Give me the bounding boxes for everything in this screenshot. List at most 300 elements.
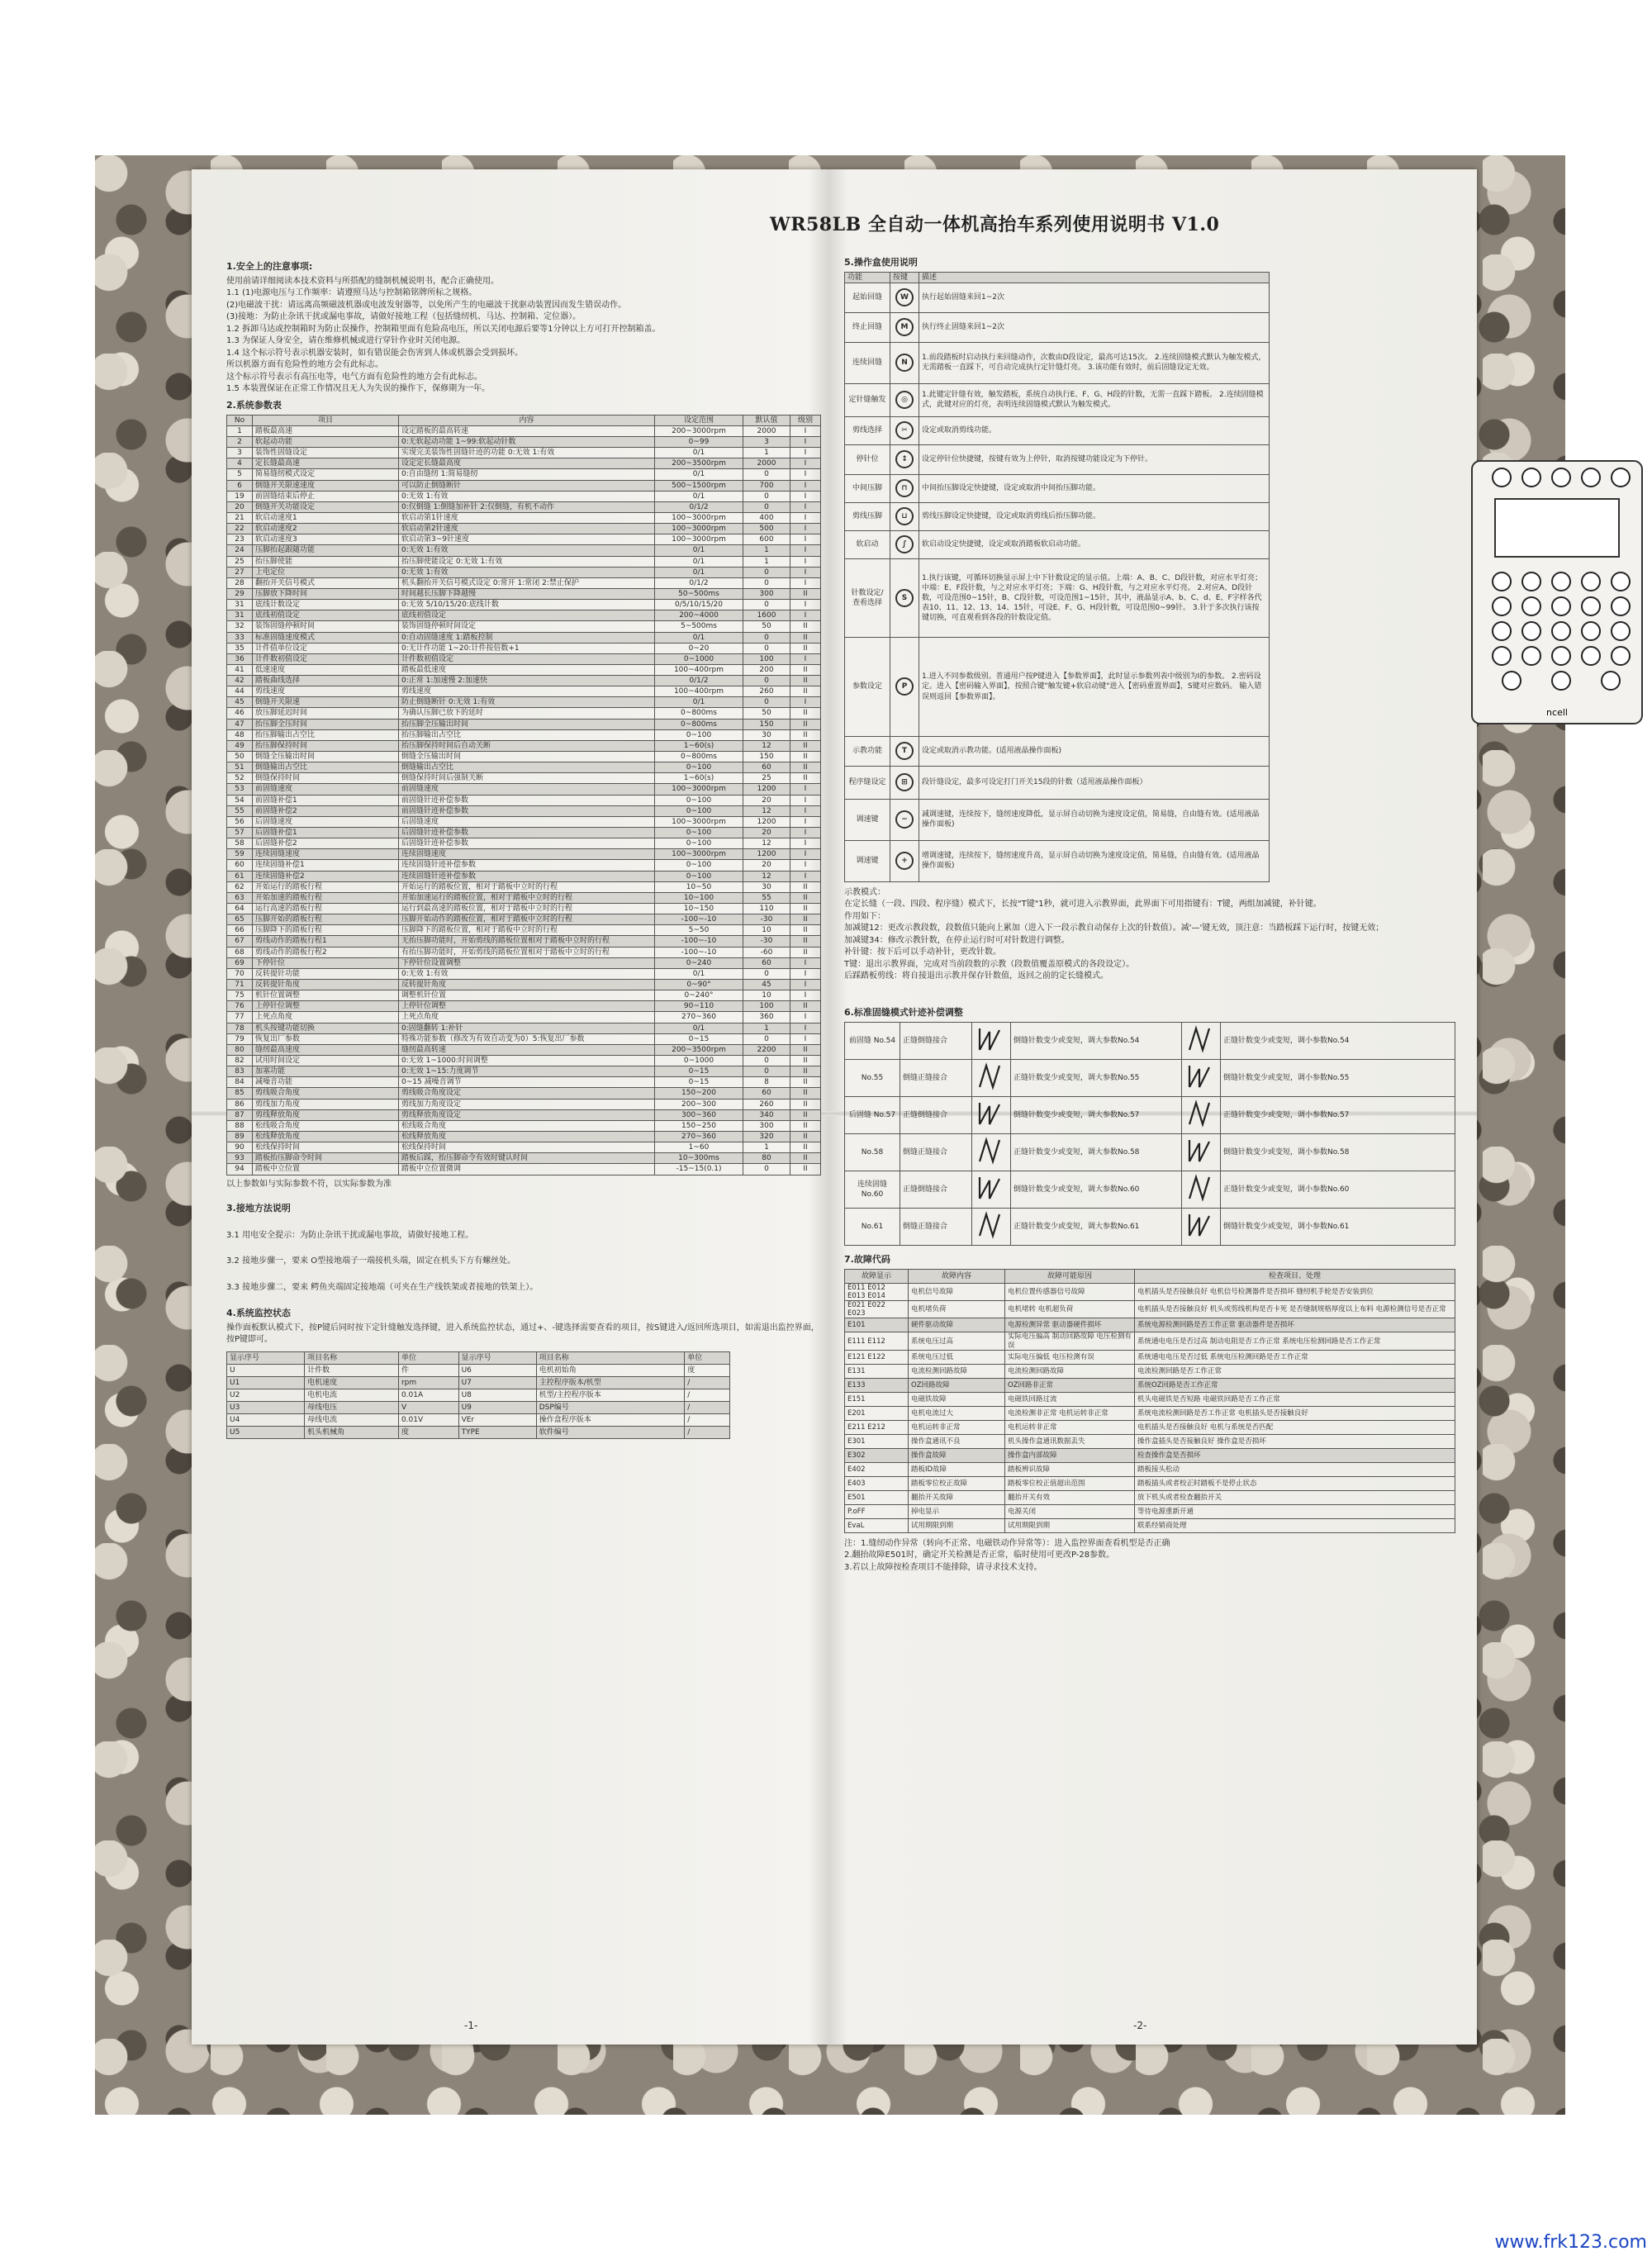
- comp-group: 前固缝 No.54: [845, 1022, 900, 1059]
- panel-button-icon: [1493, 572, 1511, 591]
- ops-description: 剪线压脚设定快捷键，设定或取消剪线后抬压脚功能。: [919, 502, 1270, 530]
- table-row: [227, 664, 821, 675]
- ops-function-name: 剪线选择: [845, 416, 890, 444]
- table-row: [227, 925, 821, 936]
- params-cell: 500~1500rpm: [655, 480, 743, 491]
- params-cell: 0: [743, 632, 790, 643]
- params-cell: 压脚抬起跟随功能: [253, 545, 399, 556]
- table-row: [227, 448, 821, 458]
- params-cell: 剪线吸合角度: [253, 1088, 399, 1099]
- comp-label: 正缝倒缝接合: [900, 1171, 972, 1208]
- params-cell: 软启动速度2: [253, 524, 399, 534]
- params-cell: 1~60: [655, 1142, 743, 1153]
- fault-cell: 电源关闭: [1005, 1504, 1135, 1518]
- params-cell: 94: [227, 1164, 253, 1175]
- table-row: [227, 534, 821, 545]
- fault-cell: E501: [845, 1490, 909, 1504]
- params-cell: 踏板最低速度: [399, 664, 655, 675]
- params-cell: 49: [227, 740, 253, 751]
- params-cell: 35: [227, 643, 253, 653]
- fault-cell: 电机堵负荷: [909, 1301, 1005, 1318]
- params-cell: 60: [743, 1088, 790, 1099]
- params-cell: 0: [743, 1066, 790, 1077]
- params-cell: II: [790, 936, 821, 947]
- ops-key-cell: [890, 799, 919, 840]
- params-cell: I: [790, 849, 821, 860]
- ops-key-cell: [890, 502, 919, 530]
- fault-cell: 操作盒通讯不良: [909, 1434, 1005, 1448]
- params-cell: 22: [227, 524, 253, 534]
- params-cell: 75: [227, 990, 253, 1001]
- comp-text: 倒缝针数变少或变短，调大参数No.57: [1011, 1096, 1182, 1133]
- params-cell: 55: [743, 892, 790, 903]
- params-cell: 50: [743, 708, 790, 719]
- grounding-line: 3.1 用电安全提示：为防止杂讯干扰或漏电事故，请做好接地工程。: [226, 1230, 474, 1240]
- ops-function-name: 参数设定: [845, 637, 890, 736]
- params-header-cell: 设定范围: [655, 415, 743, 425]
- ops-function-name: 调速键: [845, 840, 890, 881]
- fault-cell: 实际电压偏低 电压检测有误: [1005, 1350, 1135, 1364]
- monitor-cell: 0.01A: [398, 1389, 458, 1402]
- params-cell: 63: [227, 892, 253, 903]
- params-cell: I: [790, 1033, 821, 1044]
- fault-cell: E201: [845, 1406, 909, 1420]
- ops-function-name: 软启动: [845, 530, 890, 558]
- panel-button-icon: [1552, 622, 1570, 640]
- params-cell: 倒缝保持时间: [253, 773, 399, 784]
- table-row: [845, 1283, 1455, 1300]
- monitor-cell: 电机电流: [305, 1389, 399, 1402]
- table-row: [845, 1518, 1455, 1532]
- params-cell: 71: [227, 980, 253, 990]
- params-cell: II: [790, 719, 821, 729]
- params-cell: 4: [227, 458, 253, 469]
- params-cell: II: [790, 752, 821, 762]
- fault-cell: E302: [845, 1448, 909, 1462]
- params-cell: 3: [227, 448, 253, 458]
- monitor-header-cell: 单位: [685, 1352, 730, 1365]
- params-cell: I: [790, 567, 821, 577]
- params-cell: II: [790, 881, 821, 892]
- params-cell: 0:正常 1:加速慢 2:加速快: [399, 676, 655, 686]
- table-row: [227, 1427, 730, 1439]
- monitor-header-cell: 显示序号: [458, 1352, 536, 1365]
- monitor-cell: 电机初始角: [536, 1365, 685, 1377]
- ops-key-cell: [890, 530, 919, 558]
- params-cell: 恢复出厂参数: [253, 1033, 399, 1044]
- params-cell: 无抬压脚功能时，开始剪线的踏板位置相对于踏板中立时的行程: [399, 936, 655, 947]
- table-row: [227, 719, 821, 729]
- fault-cell: 电机运转非正常: [909, 1420, 1005, 1434]
- safety-section: [226, 276, 821, 395]
- params-cell: 计件数初值设定: [253, 653, 399, 664]
- params-cell: 0:固缝翻转 1:补针: [399, 1023, 655, 1033]
- params-cell: I: [790, 784, 821, 795]
- params-cell: 0/1: [655, 556, 743, 567]
- ops-key-icon: W: [895, 288, 914, 306]
- ops-key-cell: [890, 637, 919, 736]
- ops-description: 中间抬压脚设定快捷键，设定或取消中间抬压脚功能。: [919, 474, 1270, 502]
- table-row: [845, 283, 1270, 312]
- params-cell: 30: [743, 729, 790, 740]
- grounding-section: [226, 1230, 821, 1294]
- params-cell: 1200: [743, 816, 790, 827]
- params-cell: 60: [743, 957, 790, 968]
- panel-button-icon: [1602, 672, 1620, 690]
- params-cell: 1~60(s): [655, 740, 743, 751]
- params-cell: 后固缝针迹补偿参数: [399, 828, 655, 838]
- params-cell: 压脚降下的踏板行程: [253, 925, 399, 936]
- fault-cell: 踏板接头松动: [1135, 1462, 1455, 1476]
- panel-button-icon: [1582, 647, 1600, 665]
- ops-key-cell: [890, 283, 919, 312]
- fault-cell: E121 E122: [845, 1350, 909, 1364]
- params-cell: 软启动第3~9针速度: [399, 534, 655, 545]
- params-cell: 0~1000: [655, 1055, 743, 1066]
- ops-key-cell: [890, 444, 919, 474]
- params-cell: 200~3000rpm: [655, 425, 743, 436]
- teach-line: T键：退出示教界面，完成对当前段数的示教（段数值覆盖原模式的各段设定）。: [844, 959, 1135, 969]
- params-cell: 松线吸合角度: [399, 1120, 655, 1131]
- table-row: [227, 849, 821, 860]
- params-cell: 10: [743, 925, 790, 936]
- params-cell: 开始运行的踏板位置，相对于踏板中立时的行程: [399, 881, 655, 892]
- params-header-cell: 默认值: [743, 415, 790, 425]
- params-cell: 41: [227, 664, 253, 675]
- table-row: [845, 766, 1270, 799]
- monitor-cell: rpm: [398, 1377, 458, 1389]
- fault-cell: 电机插头是否接触良好 电机信号检测器件是否损坏 缝纫机手轮是否安装到位: [1135, 1283, 1455, 1300]
- params-cell: 0/1: [655, 632, 743, 643]
- params-cell: I: [790, 957, 821, 968]
- table-row: [227, 904, 821, 914]
- monitor-header-cell: 单位: [398, 1352, 458, 1365]
- params-cell: 48: [227, 729, 253, 740]
- params-cell: 上电定位: [253, 567, 399, 577]
- monitor-header-cell: 项目名称: [305, 1352, 399, 1365]
- table-row: [227, 588, 821, 599]
- params-cell: 400: [743, 512, 790, 523]
- params-cell: 200~4000: [655, 610, 743, 621]
- params-cell: 10: [743, 990, 790, 1001]
- params-cell: 反转提针角度: [253, 980, 399, 990]
- panel-button-icon: [1552, 672, 1570, 690]
- table-row: [845, 1406, 1455, 1420]
- panel-lcd: [1495, 499, 1619, 557]
- params-cell: -100~-10: [655, 914, 743, 925]
- monitor-cell: 计件数: [305, 1365, 399, 1377]
- teach-line: 加减键34：修改示教针数，在停止运行时可对针数进行调整。: [844, 935, 1070, 945]
- params-cell: 70: [227, 968, 253, 979]
- table-row: [227, 968, 821, 979]
- fault-cell: 电流检测回路故障: [909, 1364, 1005, 1378]
- panel-button-icon: [1582, 572, 1600, 591]
- table-row: [227, 871, 821, 881]
- params-cell: 后固缝补偿2: [253, 838, 399, 849]
- params-cell: 0~15: [655, 1066, 743, 1077]
- panel-button-icon: [1612, 572, 1630, 591]
- params-cell: 抬压脚使能: [253, 556, 399, 567]
- params-cell: 调整机针位置: [399, 990, 655, 1001]
- table-row: [227, 653, 821, 664]
- ops-key-icon: +: [895, 852, 914, 870]
- params-cell: II: [790, 1109, 821, 1120]
- params-header-cell: 级别: [790, 415, 821, 425]
- fault-cell: E211 E212: [845, 1420, 909, 1434]
- params-cell: 倒缝全压输出时间: [399, 752, 655, 762]
- table-row: [227, 1131, 821, 1142]
- params-cell: 剪线动作的踏板行程1: [253, 936, 399, 947]
- table-row: [227, 577, 821, 588]
- params-cell: 0: [743, 567, 790, 577]
- ops-description: 设定或取消剪线功能。: [919, 416, 1270, 444]
- params-cell: 有抬压脚功能时，开始剪线的踏板位置相对于踏板中立时的行程: [399, 947, 655, 957]
- params-cell: 上停针位调整: [399, 1001, 655, 1012]
- fault-cell: 翻抬开关有效: [1005, 1490, 1135, 1504]
- ops-key-cell: [890, 342, 919, 383]
- fault-cell: E301: [845, 1434, 909, 1448]
- params-cell: 100~3000rpm: [655, 524, 743, 534]
- params-cell: II: [790, 1066, 821, 1077]
- table-row: [845, 1462, 1455, 1476]
- panel-button-icon: [1522, 622, 1540, 640]
- params-cell: I: [790, 795, 821, 805]
- params-cell: 5~500ms: [655, 621, 743, 632]
- table-row: [227, 892, 821, 903]
- params-cell: 64: [227, 904, 253, 914]
- table-row: [227, 480, 821, 491]
- table-row: [227, 816, 821, 827]
- params-cell: 55: [227, 805, 253, 816]
- params-cell: 倒缝保持时间后强制关断: [399, 773, 655, 784]
- params-cell: 2000: [743, 458, 790, 469]
- params-cell: 0~100: [655, 795, 743, 805]
- params-cell: 260: [743, 686, 790, 697]
- params-cell: 倒缝输出占空比: [399, 762, 655, 773]
- ops-description: 1.执行该键，可循环切换显示屏上中下针数设定的显示值。上端：A、B、C、D段针数，对应水平灯亮；中端：E、F段针数，与之对应水平灯亮；下端：G、H段针数，与之对应水平灯亮。 2.对应A、D段针数，可设范围0~15针，B、C段针数，可设范围1~15针，其中，液晶显示A、b、C、d、E、F字样各代表10、11、12、13、14、15针，可设E、F、G、H段针数，可设范围0~99针。 3.针于多次执行该按键切换，可直观看到各段的针数设定值。: [919, 558, 1270, 637]
- params-cell: 运行到最高速的踏板位置，相对于踏板中立时的行程: [399, 904, 655, 914]
- params-cell: 260: [743, 1099, 790, 1109]
- params-cell: 踏板最高速: [253, 425, 399, 436]
- params-cell: II: [790, 1131, 821, 1142]
- table-row: [227, 990, 821, 1001]
- faults-heading: 7.故障代码: [844, 1253, 890, 1265]
- fault-cell: 电机插头是否接触良好 机头或剪线机构是否卡死 是否缝制规格厚度以上布料 电源检测信号是否正常: [1135, 1301, 1455, 1318]
- monitor-cell: U2: [227, 1389, 305, 1402]
- fault-cell: 踏板辨识故障: [1005, 1462, 1135, 1476]
- params-cell: 倒缝输出占空比: [253, 762, 399, 773]
- monitor-cell: 母线电流: [305, 1414, 399, 1427]
- params-cell: I: [790, 871, 821, 881]
- comp-group: 后固缝 No.57: [845, 1096, 900, 1133]
- params-cell: 连续固缝针迹补偿参数: [399, 871, 655, 881]
- params-cell: II: [790, 1077, 821, 1088]
- params-cell: II: [790, 904, 821, 914]
- params-cell: 10~100: [655, 892, 743, 903]
- params-cell: 67: [227, 936, 253, 947]
- params-cell: 54: [227, 795, 253, 805]
- params-cell: 抬压脚保持时间后自动关断: [399, 740, 655, 751]
- ops-description: 段针缝设定，最多可设定打门开关15段的针数（适用液晶操作面板）: [919, 766, 1270, 799]
- params-cell: 后固缝补偿1: [253, 828, 399, 838]
- table-row: [227, 980, 821, 990]
- params-cell: 倒缝开关功能设定: [253, 501, 399, 512]
- table-row: [227, 491, 821, 501]
- params-cell: 0:仅倒缝 1:倒缝加补针 2:仅倒缝，有机不动作: [399, 501, 655, 512]
- control-panel-illustration: [1470, 459, 1644, 725]
- params-cell: 47: [227, 719, 253, 729]
- params-cell: I: [790, 501, 821, 512]
- params-cell: 44: [227, 686, 253, 697]
- params-cell: 0~1000: [655, 653, 743, 664]
- comp-text: 正缝针数变少或变短，调大参数No.58: [1011, 1133, 1182, 1171]
- table-row: [227, 914, 821, 925]
- ops-key-cell: [890, 312, 919, 342]
- params-cell: 1: [743, 448, 790, 458]
- table-row: [845, 1096, 1455, 1133]
- comp-text: 倒缝针数变少或变短，调小参数No.61: [1221, 1208, 1455, 1245]
- params-cell: 100~400rpm: [655, 664, 743, 675]
- params-cell: 0~90°: [655, 980, 743, 990]
- monitor-cell: U4: [227, 1414, 305, 1427]
- params-cell: I: [790, 1023, 821, 1033]
- table-row: [845, 444, 1270, 474]
- table-row: [227, 512, 821, 523]
- fault-cell: 机头电磁铁是否短路 电磁铁回路是否工作正常: [1135, 1392, 1455, 1406]
- params-cell: 前固缝针迹补偿参数: [399, 805, 655, 816]
- params-cell: 0~800ms: [655, 719, 743, 729]
- comp-label: 正缝倒缝接合: [900, 1096, 972, 1133]
- ops-key-icon: ✂: [895, 421, 914, 439]
- table-row: [227, 545, 821, 556]
- fault-cell: 翻抬开关故障: [909, 1490, 1005, 1504]
- params-cell: I: [790, 610, 821, 621]
- params-cell: 10~300ms: [655, 1153, 743, 1164]
- params-cell: II: [790, 729, 821, 740]
- params-cell: 设定踏板的最高转速: [399, 425, 655, 436]
- ops-key-icon: N: [895, 354, 914, 372]
- params-cell: 设定定长缝最高度: [399, 458, 655, 469]
- params-cell: 0/1: [655, 491, 743, 501]
- table-row: [227, 556, 821, 567]
- ops-key-cell: [890, 736, 919, 766]
- params-cell: 剪线吸合角度设定: [399, 1088, 655, 1099]
- params-cell: II: [790, 1088, 821, 1099]
- params-cell: 56: [227, 816, 253, 827]
- table-row: [227, 600, 821, 610]
- ops-key-cell: [890, 840, 919, 881]
- table-row: [845, 1171, 1455, 1208]
- table-row: [227, 1365, 730, 1377]
- params-cell: 0: [743, 491, 790, 501]
- fault-cell: 电流检测非正常 电机运转非正常: [1005, 1406, 1135, 1420]
- fault-header-cell: 故障可能原因: [1005, 1269, 1135, 1283]
- params-cell: II: [790, 643, 821, 653]
- params-cell: 运行高速的踏板行程: [253, 904, 399, 914]
- params-cell: 2: [227, 436, 253, 447]
- params-cell: I: [790, 480, 821, 491]
- fault-cell: 联系经销商处理: [1135, 1518, 1455, 1532]
- params-cell: 60: [227, 860, 253, 871]
- table-row: [227, 784, 821, 795]
- params-cell: 实现完美装饰性固缝针迹的功能 0:无效 1:有效: [399, 448, 655, 458]
- params-cell: 0: [743, 643, 790, 653]
- table-row: [845, 1434, 1455, 1448]
- params-cell: 12: [743, 871, 790, 881]
- safety-line: (2)电磁波干扰：请远离高频磁波机器或电波发射器等，以免所产生的电磁波干扰驱动装置因而发生错误动作。: [226, 300, 627, 310]
- params-cell: 200~3500rpm: [655, 1044, 743, 1055]
- fault-header-cell: 检查项目、处理: [1135, 1269, 1455, 1283]
- params-cell: 0:无效 1:有效: [399, 545, 655, 556]
- params-cell: 80: [743, 1153, 790, 1164]
- fault-note: 2.翻抬故障E501时，确定开关检测是否正常，临时使用可更改P-28参数。: [844, 1551, 1115, 1560]
- params-cell: 78: [227, 1023, 253, 1033]
- table-row: [845, 1448, 1455, 1462]
- params-cell: 0:自由缝纫 1:简易缝纫: [399, 469, 655, 480]
- params-cell: 0~15: [655, 1077, 743, 1088]
- params-cell: 翻抬开关信号模式: [253, 577, 399, 588]
- page-number-1: -1-: [464, 2020, 478, 2031]
- params-cell: I: [790, 425, 821, 436]
- table-row: [845, 383, 1270, 416]
- fault-header-cell: 故障显示: [845, 1269, 909, 1283]
- fault-cell: E133: [845, 1378, 909, 1392]
- safety-line: 1.1 (1)电源电压与工作频率：请遵照马达与控制箱铭牌所标之规格。: [226, 288, 477, 298]
- operation-heading: 5.操作盒使用说明: [844, 257, 918, 268]
- table-row: [227, 1153, 821, 1164]
- params-cell: 58: [227, 838, 253, 849]
- params-cell: 0:无效 1~15:力度调节: [399, 1066, 655, 1077]
- monitor-cell: VEr: [458, 1414, 536, 1427]
- params-table: [226, 415, 821, 1175]
- params-cell: 松线释放角度: [399, 1131, 655, 1142]
- params-cell: I: [790, 600, 821, 610]
- params-cell: 270~360: [655, 1012, 743, 1023]
- params-cell: 10~150: [655, 904, 743, 914]
- params-cell: 24: [227, 545, 253, 556]
- table-row: [845, 474, 1270, 502]
- panel-button-icon: [1522, 597, 1540, 615]
- table-row: [227, 1377, 730, 1389]
- fault-cell: 操作盒插头是否接触良好 操作盒是否损坏: [1135, 1434, 1455, 1448]
- params-cell: 抬压脚全压时间: [253, 719, 399, 729]
- params-cell: 抬压脚输出占空比: [253, 729, 399, 740]
- params-cell: 85: [227, 1088, 253, 1099]
- params-cell: 0: [743, 968, 790, 979]
- table-row: [845, 1350, 1455, 1364]
- fault-cell: 电机运转非正常: [1005, 1420, 1135, 1434]
- params-cell: 压脚开始动作的踏板位置，相对于踏板中立时的行程: [399, 914, 655, 925]
- comp-label: 倒缝正缝接合: [900, 1059, 972, 1096]
- panel-button-icon: [1552, 597, 1570, 615]
- params-cell: 23: [227, 534, 253, 545]
- table-row: [227, 1001, 821, 1012]
- ops-function-name: 示教功能: [845, 736, 890, 766]
- params-cell: I: [790, 577, 821, 588]
- params-cell: 89: [227, 1131, 253, 1142]
- params-cell: 上死点角度: [399, 1012, 655, 1023]
- params-cell: I: [790, 524, 821, 534]
- params-cell: 减噪音功能: [253, 1077, 399, 1088]
- monitor-cell: U8: [458, 1389, 536, 1402]
- params-cell: I: [790, 469, 821, 480]
- table-row: [227, 1066, 821, 1077]
- params-cell: 66: [227, 925, 253, 936]
- params-cell: II: [790, 1055, 821, 1066]
- teach-mode-section: [844, 887, 1439, 982]
- params-cell: II: [790, 1044, 821, 1055]
- ops-key-cell: [890, 383, 919, 416]
